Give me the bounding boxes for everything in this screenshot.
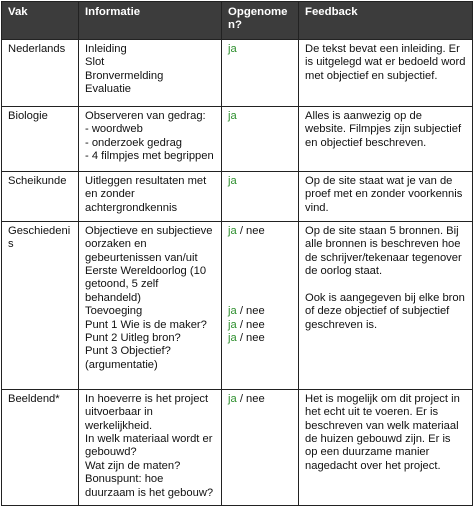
table-row xyxy=(2,171,473,221)
ja-label: ja xyxy=(228,318,237,331)
header-feedback: Feedback xyxy=(299,2,473,40)
info-line: Evaluatie xyxy=(85,83,132,96)
header-opgenomen: Opgenomen? xyxy=(222,2,299,40)
feedback-text: Alles is aanwezig op de website. Filmpjes zijn subjectief en objectief beschreven. xyxy=(305,109,462,149)
vak-cell: Nederlands xyxy=(2,39,79,106)
opgenomen-entry xyxy=(228,393,292,406)
feedback-cell xyxy=(299,39,473,106)
nee-label: / nee xyxy=(236,224,265,237)
info-line: Uitleggen resultaten met en zonder achtergrondkennis xyxy=(85,174,207,214)
ja-label: ja xyxy=(228,42,237,55)
nee-label: / nee xyxy=(236,331,265,344)
vak-cell: Scheikunde xyxy=(2,171,79,221)
feedback-cell xyxy=(299,221,473,389)
info-line: Punt 1 Wie is de maker? xyxy=(85,318,207,331)
nee-label: / nee xyxy=(236,392,265,405)
spacer xyxy=(305,278,466,291)
table-row xyxy=(2,221,473,389)
vak-cell: Geschiedenis xyxy=(2,221,79,389)
info-line: Bonuspunt: hoe duurzaam is het gebouw? xyxy=(85,473,214,499)
info-line: Slot xyxy=(85,56,105,69)
spacer xyxy=(228,238,292,251)
info-line: - 4 filmpjes met begrippen xyxy=(85,150,214,163)
spacer xyxy=(228,292,292,305)
table-row xyxy=(2,106,473,171)
info-line: Observeren van gedrag: xyxy=(85,109,206,122)
info-cell xyxy=(79,106,222,171)
spacer xyxy=(228,265,292,278)
header-informatie: Informatie xyxy=(79,2,222,40)
info-cell xyxy=(79,221,222,389)
ja-label: ja xyxy=(228,224,237,237)
spacer xyxy=(228,252,292,265)
feedback-text: Op de site staat wat je van de proef met en zonder voorkennis vind. xyxy=(305,174,463,214)
vak-cell: Beeldend* xyxy=(2,389,79,505)
info-cell xyxy=(79,39,222,106)
ja-label: ja xyxy=(228,109,237,122)
info-line: Bronvermelding xyxy=(85,69,164,82)
info-line: In hoeverre is het project uitvoerbaar in werkelijkheid. xyxy=(85,392,209,432)
feedback-cell xyxy=(299,389,473,505)
feedback-table xyxy=(1,1,473,506)
info-line: Wat zijn de maten? xyxy=(85,459,181,472)
info-line: Punt 2 Uitleg bron? xyxy=(85,332,181,345)
feedback-text: De tekst bevat een inleiding. Er is uitgelegd wat er bedoeld word met objectief en subjectief. xyxy=(305,42,466,82)
info-cell xyxy=(79,389,222,505)
info-line: Inleiding xyxy=(85,42,127,55)
info-cell xyxy=(79,171,222,221)
header-vak: Vak xyxy=(2,2,79,40)
info-line: - woordweb xyxy=(85,123,143,136)
ja-label: ja xyxy=(228,331,237,344)
opgenomen-cell xyxy=(222,171,299,221)
info-line: Toevoeging xyxy=(85,305,143,318)
vak-cell: Biologie xyxy=(2,106,79,171)
opgenomen-entry xyxy=(228,225,292,238)
ja-label: ja xyxy=(228,392,237,405)
table-row xyxy=(2,389,473,505)
info-line: Objectieve en subjectieve oorzaken en gebeurtenissen van/uit Eerste Wereldoorlog (10 getoond, 5 zelf behandeld) xyxy=(85,224,213,304)
table-row xyxy=(2,39,473,106)
nee-label: / nee xyxy=(236,318,265,331)
opgenomen-cell xyxy=(222,39,299,106)
opgenomen-cell xyxy=(222,389,299,505)
feedback-text: Het is mogelijk om dit project in het echt uit te voeren. Er is beschreven van welk materiaal de huizen gebouwd zijn. Er is op een duurzame manier nagedacht over het project. xyxy=(305,392,460,472)
opgenomen-entry xyxy=(228,332,292,345)
opgenomen-cell xyxy=(222,221,299,389)
feedback-text: Ook is aangegeven bij elke bron of deze objectief of subjectief geschreven is. xyxy=(305,291,465,331)
header-row xyxy=(2,2,473,40)
info-line: - onderzoek gedrag xyxy=(85,136,183,149)
feedback-text: Op de site staan 5 bronnen. Bij alle bronnen is beschreven hoe de schrijver/tekenaar tegenover de oorlog staat. xyxy=(305,224,462,278)
info-line: In welk materiaal wordt er gebouwd? xyxy=(85,433,213,459)
opgenomen-entry xyxy=(228,319,292,332)
ja-label: ja xyxy=(228,174,237,187)
spacer xyxy=(228,278,292,291)
nee-label: / nee xyxy=(236,305,265,318)
feedback-cell xyxy=(299,171,473,221)
opgenomen-entry xyxy=(228,305,292,318)
opgenomen-cell xyxy=(222,106,299,171)
info-line: Punt 3 Objectief? (argumentatie) xyxy=(85,345,171,371)
ja-label: ja xyxy=(228,305,237,318)
feedback-cell xyxy=(299,106,473,171)
